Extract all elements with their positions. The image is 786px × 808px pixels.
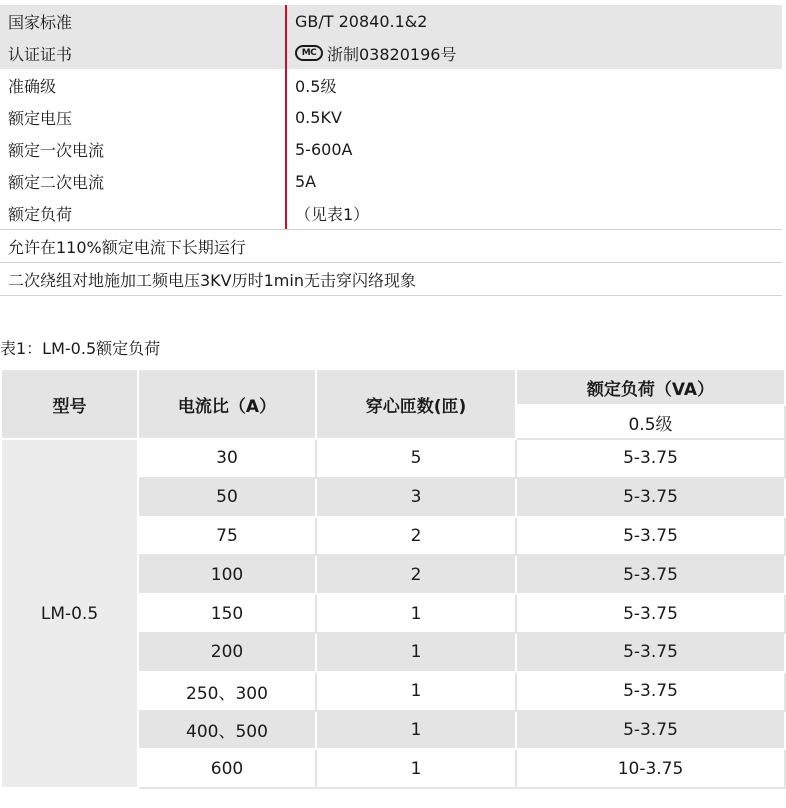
header-burden: 额定负荷（VA） [516,369,785,405]
spec-label: 额定电压 [8,108,73,128]
ratio-cell: 50 [138,478,316,517]
spec-value-certificate [285,37,782,69]
spec-label: 额定负荷 [8,204,73,224]
ratio-cell: 250、300 [138,672,316,711]
burden-cell: 5-3.75 [516,439,785,478]
ratio-cell: 150 [138,594,316,633]
spec-value: （见表1） [285,197,782,229]
burden-cell: 5-3.75 [516,594,785,633]
ratio-cell: 75 [138,517,316,556]
turns-cell: 3 [316,478,516,517]
spec-row-certificate [0,37,782,69]
burden-cell: 5-3.75 [516,672,785,711]
spec-label: 认证证书 [8,44,73,64]
spec-label: 额定二次电流 [8,172,105,192]
ratio-cell: 100 [138,555,316,594]
ratio-cell: 200 [138,633,316,672]
ratio-cell: 400、500 [138,711,316,750]
spec-label: 准确级 [8,76,57,96]
spec-note: 允许在110%额定电流下长期运行 [0,230,782,263]
turns-cell: 1 [316,633,516,672]
turns-cell: 1 [316,672,516,711]
spec-value: 0.5级 [285,69,782,101]
spec-label: 国家标准 [8,12,73,32]
mc-certification-icon: MC [295,45,323,61]
turns-cell: 1 [316,594,516,633]
spec-value: 5-600A [285,133,782,165]
burden-cell: 5-3.75 [516,517,785,556]
ratio-cell: 600 [138,749,316,788]
spec-note: 二次绕组对地施加工频电压3KV历时1min无击穿闪络现象 [0,263,782,296]
header-ratio: 电流比（A） [138,369,316,439]
header-accuracy-class: 0.5级 [516,405,785,439]
burden-cell: 10-3.75 [516,749,785,788]
table-caption: 表1：LM-0.5额定负荷 [0,339,161,358]
turns-cell: 5 [316,439,516,478]
spec-value: GB/T 20840.1&2 [285,5,782,37]
spec-row-rated-voltage [0,101,782,133]
ratio-cell: 30 [138,439,316,478]
burden-cell: 5-3.75 [516,478,785,517]
table-header-row [1,369,785,405]
rated-burden-table [0,368,786,789]
burden-cell: 5-3.75 [516,633,785,672]
spec-row-standard [0,5,782,37]
spec-label: 额定一次电流 [8,140,105,160]
turns-cell: 1 [316,749,516,788]
turns-cell: 2 [316,517,516,556]
spec-value: 0.5KV [285,101,782,133]
spec-row-rated-burden [0,197,782,230]
spec-row-primary-current [0,133,782,165]
spec-row-accuracy [0,69,782,101]
spec-value: 5A [285,165,782,197]
turns-cell: 2 [316,555,516,594]
spec-row-secondary-current [0,165,782,197]
burden-cell: 5-3.75 [516,711,785,750]
header-model: 型号 [1,369,138,439]
table-row [1,439,785,478]
certificate-number: 浙制03820196号 [327,44,457,64]
burden-cell: 5-3.75 [516,555,785,594]
model-cell: LM-0.5 [1,439,138,788]
spec-table [0,5,782,296]
turns-cell: 1 [316,711,516,750]
header-turns: 穿心匝数(匝) [316,369,516,439]
